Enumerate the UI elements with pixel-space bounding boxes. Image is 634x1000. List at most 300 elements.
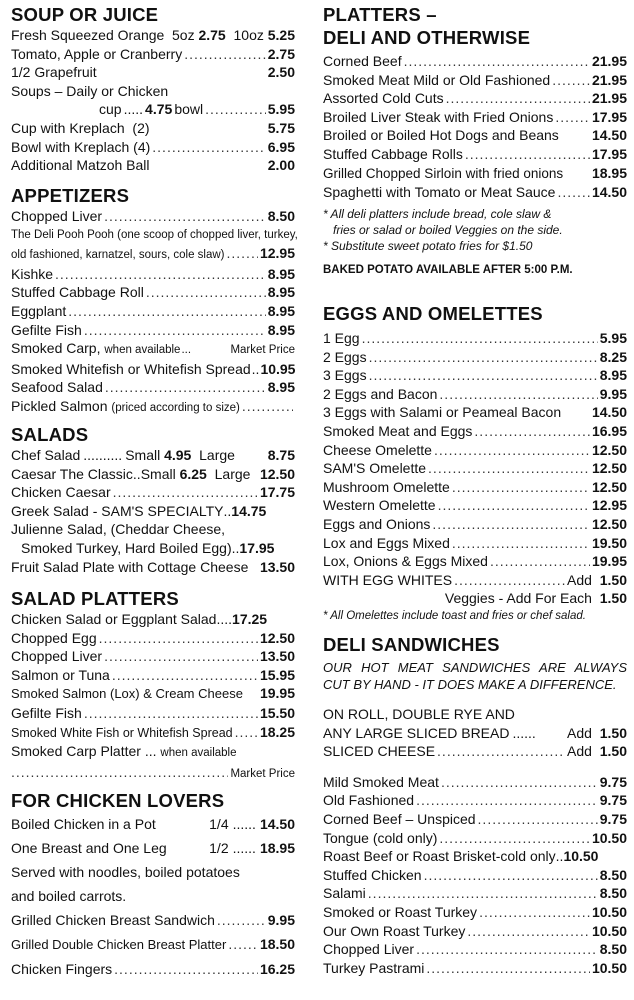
item-name: Grilled Double Chicken Breast Platter xyxy=(11,937,227,952)
item-price: 12.95 xyxy=(259,245,295,262)
item-detail: ...... xyxy=(232,816,256,832)
item-detail: Market Price xyxy=(230,344,295,357)
dot-leader xyxy=(404,52,590,71)
item-price: 15.50 xyxy=(259,704,295,721)
item-detail: Add xyxy=(567,571,592,588)
dot-leader xyxy=(552,71,590,90)
dot-leader xyxy=(55,265,266,284)
menu-item xyxy=(323,534,627,553)
item-detail: (2) xyxy=(132,119,150,136)
item-price: 12.50 xyxy=(259,465,295,482)
menu-item xyxy=(11,629,295,648)
item-detail: (one scoop of chopped liver, turkey, xyxy=(117,228,298,241)
menu-item xyxy=(323,791,627,810)
item-price: 12.50 xyxy=(591,460,627,477)
dot-leader xyxy=(104,647,258,666)
dot-leader xyxy=(446,89,590,108)
dot-leader xyxy=(105,378,266,397)
item-price: 8.95 xyxy=(599,367,627,384)
item-name: Old Fashioned xyxy=(323,792,415,809)
menu-item xyxy=(11,265,295,284)
dot-leader xyxy=(228,932,258,956)
section-title: FOR CHICKEN LOVERS xyxy=(11,790,225,811)
menu-item xyxy=(323,385,627,404)
item-name: Mild Smoked Meat xyxy=(323,773,439,790)
appetizers-section xyxy=(11,184,298,418)
item-name: Corned Beef xyxy=(323,53,402,69)
menu-item xyxy=(11,244,295,265)
section-title: SALAD PLATTERS xyxy=(11,588,179,609)
item-detail: ... xyxy=(181,344,192,357)
menu-item xyxy=(11,812,295,836)
item-name: Grilled Chicken Breast Sandwich xyxy=(11,912,215,928)
item-name: Tomato, Apple or Cranberry xyxy=(11,45,183,62)
menu-item xyxy=(11,539,295,558)
item-name: Chicken Fingers xyxy=(11,961,113,977)
menu-item xyxy=(323,589,627,608)
item-name: Chopped Liver xyxy=(323,941,415,958)
item-name: Smoked Turkey, Hard Boiled Egg) xyxy=(21,539,232,556)
item-name: Fruit Salad Plate with Cottage Cheese xyxy=(11,558,249,575)
item-price: 14.50 xyxy=(591,404,627,421)
item-price: 16.25 xyxy=(259,961,295,977)
item-name: Western Omelette xyxy=(323,497,436,514)
item-price: 13.50 xyxy=(259,648,295,665)
item-name: Fresh Squeezed Orange xyxy=(11,27,165,43)
menu-item xyxy=(11,666,295,685)
item-price: 17.95 xyxy=(239,539,275,556)
menu-item xyxy=(323,903,627,922)
menu-item xyxy=(323,329,627,348)
salad-platters-section xyxy=(11,587,295,783)
item-name: Mushroom Omelette xyxy=(323,478,450,495)
menu-item xyxy=(323,478,627,497)
item-name: Chopped Liver xyxy=(11,208,103,224)
dot-leader xyxy=(217,908,266,932)
item-name: ANY LARGE SLICED BREAD xyxy=(323,724,510,741)
dot-leader xyxy=(114,957,258,981)
chicken-section xyxy=(11,789,295,981)
item-detail: Small xyxy=(125,447,161,463)
dot-leader xyxy=(555,108,590,127)
item-price: 12.50 xyxy=(591,515,627,532)
item-price: 5.25 xyxy=(267,27,295,43)
item-price: 14.50 xyxy=(591,184,627,201)
dot-leader xyxy=(84,704,258,723)
dot-leader xyxy=(227,244,258,263)
menu-note: * Substitute sweet potato fries for $1.50 xyxy=(323,238,533,253)
item-price: 18.50 xyxy=(259,936,295,952)
dot-leader xyxy=(438,496,590,515)
item-price: 8.25 xyxy=(599,348,627,365)
item-price: 10.50 xyxy=(591,829,627,846)
dot-leader xyxy=(205,100,266,119)
menu-item xyxy=(11,156,295,175)
item-name: Eggs and Onions xyxy=(323,515,431,532)
item-detail: Add xyxy=(567,743,592,760)
menu-note: BAKED POTATO AVAILABLE AFTER 5:00 P.M. xyxy=(323,263,573,276)
item-name: Gefilte Fish xyxy=(11,321,82,338)
item-price: 8.50 xyxy=(599,866,627,883)
item-price: 16.95 xyxy=(591,422,627,439)
dot-leader xyxy=(434,441,590,460)
item-price: 8.50 xyxy=(267,208,295,224)
item-price: 9.75 xyxy=(599,792,627,809)
item-name: Chicken Caesar xyxy=(11,484,111,501)
section-subtitle: DELI AND OTHERWISE xyxy=(323,27,531,48)
menu-item xyxy=(11,360,295,379)
salads-section xyxy=(11,423,295,576)
menu-item xyxy=(323,71,627,90)
item-detail: .. xyxy=(231,539,240,556)
menu-item xyxy=(11,610,295,629)
item-detail: ...... xyxy=(512,724,536,741)
item-detail: Add xyxy=(567,724,592,741)
menu-item xyxy=(11,26,295,45)
dot-leader xyxy=(152,138,265,157)
item-name: Assorted Cold Cuts xyxy=(323,90,444,107)
item-name: Julienne Salad, (Cheddar Cheese, xyxy=(11,521,226,538)
item-name: Greek Salad - SAM'S SPECIALTY xyxy=(11,502,224,519)
menu-item xyxy=(323,884,627,903)
menu-item xyxy=(11,138,295,157)
menu-item xyxy=(323,515,627,534)
menu-item xyxy=(11,723,295,743)
item-name: Salmon or Tuna xyxy=(11,666,110,683)
item-price: 9.95 xyxy=(267,912,295,928)
item-price: 15.95 xyxy=(259,666,295,683)
item-price: 17.95 xyxy=(591,145,627,162)
menu-item xyxy=(11,520,295,539)
dot-leader xyxy=(235,723,258,742)
menu-item xyxy=(323,571,627,590)
item-name: Gefilte Fish xyxy=(11,704,82,721)
menu-item xyxy=(11,321,295,340)
item-detail: Small xyxy=(140,465,176,482)
dot-leader xyxy=(479,903,590,922)
item-detail: when available xyxy=(160,747,237,760)
menu-item xyxy=(323,724,627,743)
menu-item xyxy=(11,763,295,784)
item-name: Additional Matzoh Ball xyxy=(11,157,150,174)
item-price: 21.95 xyxy=(591,90,627,107)
item-name: Broiled Liver Steak with Fried Onions xyxy=(323,108,554,125)
item-detail: 2.75 xyxy=(198,27,226,43)
item-price: 10.50 xyxy=(591,959,627,976)
dot-leader xyxy=(362,329,598,348)
menu-item xyxy=(11,397,295,418)
item-detail: .... xyxy=(216,611,233,627)
menu-item xyxy=(11,119,295,138)
item-name: Pickled Salmon xyxy=(11,397,108,414)
menu-item xyxy=(323,164,627,184)
item-detail: .. xyxy=(132,465,141,482)
menu-item xyxy=(323,742,627,761)
menu-item xyxy=(11,100,295,119)
item-price: 5.95 xyxy=(599,330,627,346)
menu-item xyxy=(11,82,295,101)
item-name: 2 Eggs and Bacon xyxy=(323,385,438,402)
item-price: 2.75 xyxy=(267,45,295,62)
item-price: 1.50 xyxy=(599,571,627,588)
item-detail: (priced according to size) xyxy=(111,401,240,414)
item-name: Turkey Pastrami xyxy=(323,959,425,976)
menu-note: * All Omelettes include toast and fries or chef salad. xyxy=(323,609,586,622)
item-price: 18.95 xyxy=(259,840,295,856)
dot-leader xyxy=(104,207,266,226)
item-price: 8.95 xyxy=(267,284,295,301)
item-price: 8.75 xyxy=(267,447,295,463)
item-name: Broiled or Boiled Hot Dogs and Beans xyxy=(323,127,559,144)
menu-item xyxy=(11,742,295,763)
dot-leader xyxy=(184,45,266,64)
item-price: 8.50 xyxy=(599,941,627,958)
menu-item xyxy=(323,52,627,71)
item-name: Cup with Kreplach xyxy=(11,119,125,136)
item-price: 1.50 xyxy=(599,743,627,760)
item-price: 17.25 xyxy=(232,611,268,627)
item-price: 10.50 xyxy=(591,903,627,920)
menu-item xyxy=(11,207,295,226)
item-name: Bowl with Kreplach (4) xyxy=(11,138,151,155)
item-name: Smoked Carp Platter ... xyxy=(11,743,157,760)
item-price: 5.95 xyxy=(267,101,295,118)
item-price: 9.75 xyxy=(599,810,627,827)
item-name: 2 Eggs xyxy=(323,348,367,365)
item-price: 10.95 xyxy=(260,360,296,377)
item-detail: .. xyxy=(223,502,232,519)
menu-item xyxy=(323,496,627,515)
item-detail: .. xyxy=(555,848,564,865)
item-price: 18.25 xyxy=(259,723,295,740)
item-name: Salami xyxy=(323,885,366,902)
menu-item xyxy=(11,302,295,321)
dot-leader xyxy=(99,629,258,648)
menu-item xyxy=(323,810,627,829)
item-name: Chopped Liver xyxy=(11,648,103,665)
menu-item xyxy=(11,283,295,302)
item-name: SLICED CHEESE xyxy=(323,743,436,760)
item-name: 1/2 Grapefruit xyxy=(11,64,97,81)
item-name: Smoked or Roast Turkey xyxy=(323,903,478,920)
menu-item xyxy=(323,940,627,959)
dot-leader xyxy=(68,302,265,321)
section-title: APPETIZERS xyxy=(11,185,130,206)
item-name: WITH EGG WHITES xyxy=(323,571,453,588)
dot-leader xyxy=(112,666,258,685)
section-title: SALADS xyxy=(11,424,89,445)
dot-leader xyxy=(452,478,590,497)
item-detail: cup xyxy=(99,101,122,118)
item-price: 12.50 xyxy=(591,441,627,458)
item-name: Grilled Chopped Sirloin with fried onions xyxy=(323,165,564,181)
item-price: 14.50 xyxy=(259,816,295,832)
menu-item xyxy=(323,422,627,441)
menu-item xyxy=(11,45,295,64)
menu-item xyxy=(323,459,627,478)
item-detail: ...... xyxy=(232,840,256,856)
item-price: 12.50 xyxy=(259,629,295,646)
item-price: 19.95 xyxy=(591,553,627,570)
item-name: Stuffed Cabbage Roll xyxy=(11,284,144,301)
section-intro: CUT BY HAND - IT DOES MAKE A DIFFERENCE. xyxy=(323,677,617,692)
item-detail: ..... xyxy=(123,101,144,118)
item-detail: 4.75 xyxy=(145,101,173,118)
section-title: PLATTERS – xyxy=(323,4,437,25)
item-detail: Veggies - Add For Each xyxy=(444,590,592,607)
dot-leader xyxy=(146,283,266,302)
menu-item xyxy=(323,773,627,792)
item-detail: 1/2 xyxy=(209,840,229,856)
item-name: Seafood Salad xyxy=(11,379,103,396)
dot-leader xyxy=(441,773,598,792)
item-price: 6.95 xyxy=(267,138,295,155)
item-name: Smoked Carp, xyxy=(11,340,101,357)
item-price: 12.95 xyxy=(591,497,627,514)
item-detail: The Deli Pooh Pooh xyxy=(11,228,114,241)
menu-item xyxy=(11,446,295,465)
item-name: Lox and Eggs Mixed xyxy=(323,534,450,551)
item-detail: .. xyxy=(251,360,260,377)
item-name: Chopped Egg xyxy=(11,629,97,646)
menu-note: and boiled carrots. xyxy=(11,888,127,904)
item-price: 1.50 xyxy=(599,724,627,741)
item-price: 10.50 xyxy=(591,922,627,939)
menu-item xyxy=(323,403,627,422)
dot-leader xyxy=(478,810,598,829)
eggs-section xyxy=(323,302,627,624)
item-price: 14.75 xyxy=(231,502,267,519)
menu-item xyxy=(11,647,295,666)
dot-leader xyxy=(432,515,590,534)
item-name: Lox, Onions & Eggs Mixed xyxy=(323,553,488,570)
item-price: 10.50 xyxy=(563,848,599,865)
menu-item xyxy=(323,126,627,145)
item-name: 1 Egg xyxy=(323,330,360,346)
menu-item xyxy=(11,704,295,723)
section-title: SOUP OR JUICE xyxy=(11,4,159,25)
sandwiches-section xyxy=(323,633,627,977)
menu-item xyxy=(11,957,295,981)
dot-leader xyxy=(84,321,266,340)
section-title: DELI SANDWICHES xyxy=(323,634,500,655)
menu-item xyxy=(11,378,295,397)
menu-item xyxy=(323,89,627,108)
item-name: Our Own Roast Turkey xyxy=(323,922,466,939)
item-detail: bowl xyxy=(174,101,204,118)
dot-leader xyxy=(437,742,565,761)
dot-leader xyxy=(369,348,598,367)
item-price: 9.75 xyxy=(599,773,627,790)
item-price: 21.95 xyxy=(591,71,627,88)
dot-leader xyxy=(467,922,590,941)
menu-item xyxy=(11,63,295,82)
item-detail: 4.95 xyxy=(164,447,192,463)
menu-item xyxy=(323,441,627,460)
menu-item xyxy=(323,922,627,941)
item-price: 2.50 xyxy=(267,64,295,81)
menu-item xyxy=(323,108,627,127)
item-detail: Large xyxy=(199,447,235,463)
item-price: 8.95 xyxy=(267,302,295,319)
item-name: Smoked Salmon (Lox) & Cream Cheese xyxy=(11,686,243,702)
item-name: Smoked White Fish or Whitefish Spread xyxy=(11,725,233,740)
menu-item xyxy=(323,552,627,571)
item-name: Spaghetti with Tomato or Meat Sauce xyxy=(323,184,556,201)
dot-leader xyxy=(368,884,598,903)
section-intro: OUR HOT MEAT SANDWICHES ARE ALWAYS xyxy=(323,660,627,675)
item-name: Smoked Meat Mild or Old Fashioned xyxy=(323,71,551,88)
item-name: Tongue (cold only) xyxy=(323,829,438,846)
dot-leader xyxy=(439,385,597,404)
item-price: 8.95 xyxy=(267,265,295,282)
item-price: 14.50 xyxy=(591,127,627,144)
item-detail: 5oz xyxy=(172,27,195,43)
item-price: 9.95 xyxy=(599,385,627,402)
item-detail: Market Price xyxy=(230,767,295,780)
item-price: 21.95 xyxy=(591,53,627,69)
menu-item xyxy=(323,145,627,164)
dot-leader xyxy=(490,552,590,571)
menu-item xyxy=(323,183,627,202)
item-name: SAM'S Omelette xyxy=(323,460,427,477)
dot-leader xyxy=(557,183,590,202)
item-name: 3 Eggs xyxy=(323,367,367,384)
menu-item xyxy=(11,908,295,932)
menu-item xyxy=(323,829,627,848)
item-name: Caesar The Classic xyxy=(11,465,133,482)
item-name: Soups – Daily or Chicken xyxy=(11,82,169,99)
menu-item xyxy=(11,502,295,521)
dot-leader xyxy=(242,397,293,416)
item-name: Eggplant xyxy=(11,302,67,319)
dot-leader xyxy=(474,422,590,441)
item-price: 19.95 xyxy=(259,685,295,702)
item-price: 1.50 xyxy=(599,590,627,607)
item-name: Kishke xyxy=(11,265,54,282)
menu-item xyxy=(11,932,295,957)
menu-item xyxy=(323,847,627,866)
menu-item xyxy=(11,483,295,502)
dot-leader xyxy=(416,791,598,810)
menu-note: * All deli platters include bread, cole slaw & xyxy=(323,206,552,221)
item-price: 8.95 xyxy=(267,321,295,338)
item-name: Cheese Omelette xyxy=(323,441,432,458)
item-name: Smoked Meat and Eggs xyxy=(323,422,473,439)
dot-leader xyxy=(424,866,598,885)
menu-item xyxy=(11,684,295,704)
item-name: Boiled Chicken in a Pot xyxy=(11,816,156,832)
item-price: 2.00 xyxy=(267,157,295,174)
menu-item xyxy=(11,836,295,860)
item-name: old fashioned, karnatzel, sours, cole slaw) xyxy=(11,249,225,262)
dot-leader xyxy=(416,940,598,959)
dot-leader xyxy=(454,571,565,590)
item-price: 17.75 xyxy=(259,484,295,501)
dot-leader xyxy=(113,483,258,502)
dot-leader xyxy=(439,829,590,848)
item-name: Roast Beef or Roast Brisket-cold only xyxy=(323,848,556,865)
menu-item xyxy=(323,348,627,367)
item-price: 13.50 xyxy=(259,558,295,575)
dot-leader xyxy=(465,145,590,164)
item-name: 3 Eggs with Salami or Peameal Bacon xyxy=(323,404,562,421)
item-price: 19.50 xyxy=(591,534,627,551)
item-detail: 6.25 xyxy=(179,465,207,482)
item-price: 8.95 xyxy=(267,379,295,396)
item-price: 5.75 xyxy=(267,119,295,136)
dot-leader xyxy=(369,366,598,385)
